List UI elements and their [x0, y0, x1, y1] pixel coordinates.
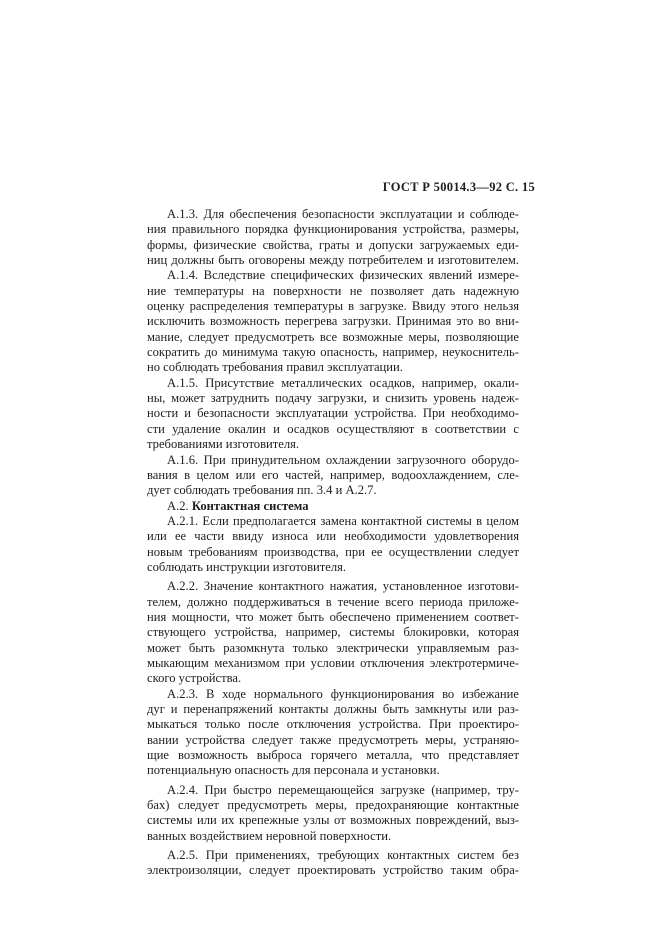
- text-line: ние температуры на поверхности не позволяет дать надежную: [147, 283, 519, 298]
- text-line: сти удаление окалин и осадков осуществляют в соответствии с: [147, 421, 519, 436]
- text-line: мание, следует предусмотреть все возможные меры, позволяющие: [147, 329, 519, 344]
- text-line: или ее части ввиду износа или необходимости удовлетворения: [147, 529, 519, 544]
- paragraph-a-2-1: [147, 514, 519, 575]
- text-line: сократить до минимума такую опасность, например, неукоснитель-: [147, 345, 519, 360]
- text-line: ванных воздействием неровной поверхности.: [147, 828, 392, 843]
- text-line: требованиями изготовителя.: [147, 437, 300, 452]
- text-line: электроизоляции, следует проектировать устройство таким обра-: [147, 863, 519, 878]
- text-line: соблюдать инструкции изготовителя.: [147, 559, 347, 574]
- document-body: [147, 207, 519, 879]
- text-line: А.1.4. Вследствие специфических физических явлений измере-: [167, 268, 519, 283]
- text-line: щие возможность выброса горячего металла, что представляет: [147, 748, 519, 763]
- text-line: ны, может затруднить подачу загрузки, и снизить уровень надеж-: [147, 391, 519, 406]
- paragraph-a-2-4: [147, 783, 519, 844]
- paragraph-a-2-5: [147, 848, 519, 879]
- text-line: ности и безопасности эксплуатации устройства. При необходимо-: [147, 406, 519, 421]
- text-line: ствующего устройства, например, системы блокировки, которая: [147, 625, 519, 640]
- text-line: мыкаться только после отключения устройства. При проектиро-: [147, 717, 519, 732]
- text-line: вания в целом или его частей, например, водоохлаждением, сле-: [147, 467, 519, 482]
- paragraph-a-1-6: [147, 453, 519, 499]
- text-line: но соблюдать требования правил эксплуатации.: [147, 360, 403, 375]
- text-line: оценку распределения температуры в загрузке. Ввиду этого нельзя: [147, 299, 519, 314]
- text-line: ния правильного порядка функционирования устройства, размеры,: [147, 222, 519, 237]
- paragraph-a-2-3: [147, 687, 519, 779]
- text-line: ского устройства.: [147, 671, 242, 686]
- text-line: дует соблюдать требования пп. 3.4 и А.2.7.: [147, 483, 377, 498]
- text-line: ния мощности, что может быть обеспечено применением соответ-: [147, 609, 519, 624]
- text-line: мыкающим механизмом при условии отключения электротермиче-: [147, 655, 519, 670]
- text-line: вании устройства следует также предусмотреть меры, устраняю-: [147, 732, 519, 747]
- text-line: системы или их крепежные узлы от возможных повреждений, выз-: [147, 813, 519, 828]
- section-heading-a-2: [147, 499, 519, 514]
- text-line: А.1.3. Для обеспечения безопасности эксплуатации и соблюде-: [167, 207, 519, 221]
- text-line: А.1.5. Присутствие металлических осадков, например, окали-: [167, 375, 519, 390]
- text-line: ниц должны быть оговорены между потребителем и изготовителем.: [147, 253, 519, 268]
- section-title: Контактная система: [191, 498, 309, 513]
- paragraph-a-1-4: [147, 268, 519, 375]
- paragraph-a-1-5: [147, 376, 519, 453]
- text-line: А.2.5. При применениях, требующих контактных систем без: [167, 848, 519, 863]
- text-line: А.1.6. При принудительном охлаждении загрузочного оборудо-: [167, 452, 519, 467]
- text-line: А.2.3. В ходе нормального функционирования во избежание: [167, 686, 519, 701]
- text-line: может быть разомкнута только электрически управляемым раз-: [147, 640, 519, 655]
- text-line: дуг и перенапряжений контакты должны быть замкнуты или раз-: [147, 702, 519, 716]
- text-line: потенциальную опасность для персонала и установки.: [147, 763, 440, 778]
- text-line: А.2.4. При быстро перемещающейся загрузке (например, тру-: [167, 782, 519, 797]
- paragraph-a-1-3: [147, 207, 519, 268]
- text-line: новым требованиям производства, при ее осуществлении следует: [147, 544, 519, 559]
- page-header: ГОСТ Р 50014.3—92 С. 15: [382, 180, 535, 194]
- text-line: исключить возможность перегрева загрузки. Принимая это во вни-: [147, 314, 519, 329]
- paragraph-a-2-2: [147, 579, 519, 686]
- text-line: А.2.2. Значение контактного нажатия, установленное изготови-: [167, 579, 519, 594]
- text-line: бах) следует предусмотреть меры, предохраняющие контактные: [147, 798, 519, 813]
- section-number: А.2.: [167, 498, 189, 513]
- text-line: А.2.1. Если предполагается замена контактной системы в целом: [167, 513, 519, 528]
- text-line: телем, должно поддерживаться в течение всего периода приложе-: [147, 594, 519, 609]
- text-line: формы, физические свойства, граты и допуски загружаемых еди-: [147, 237, 519, 252]
